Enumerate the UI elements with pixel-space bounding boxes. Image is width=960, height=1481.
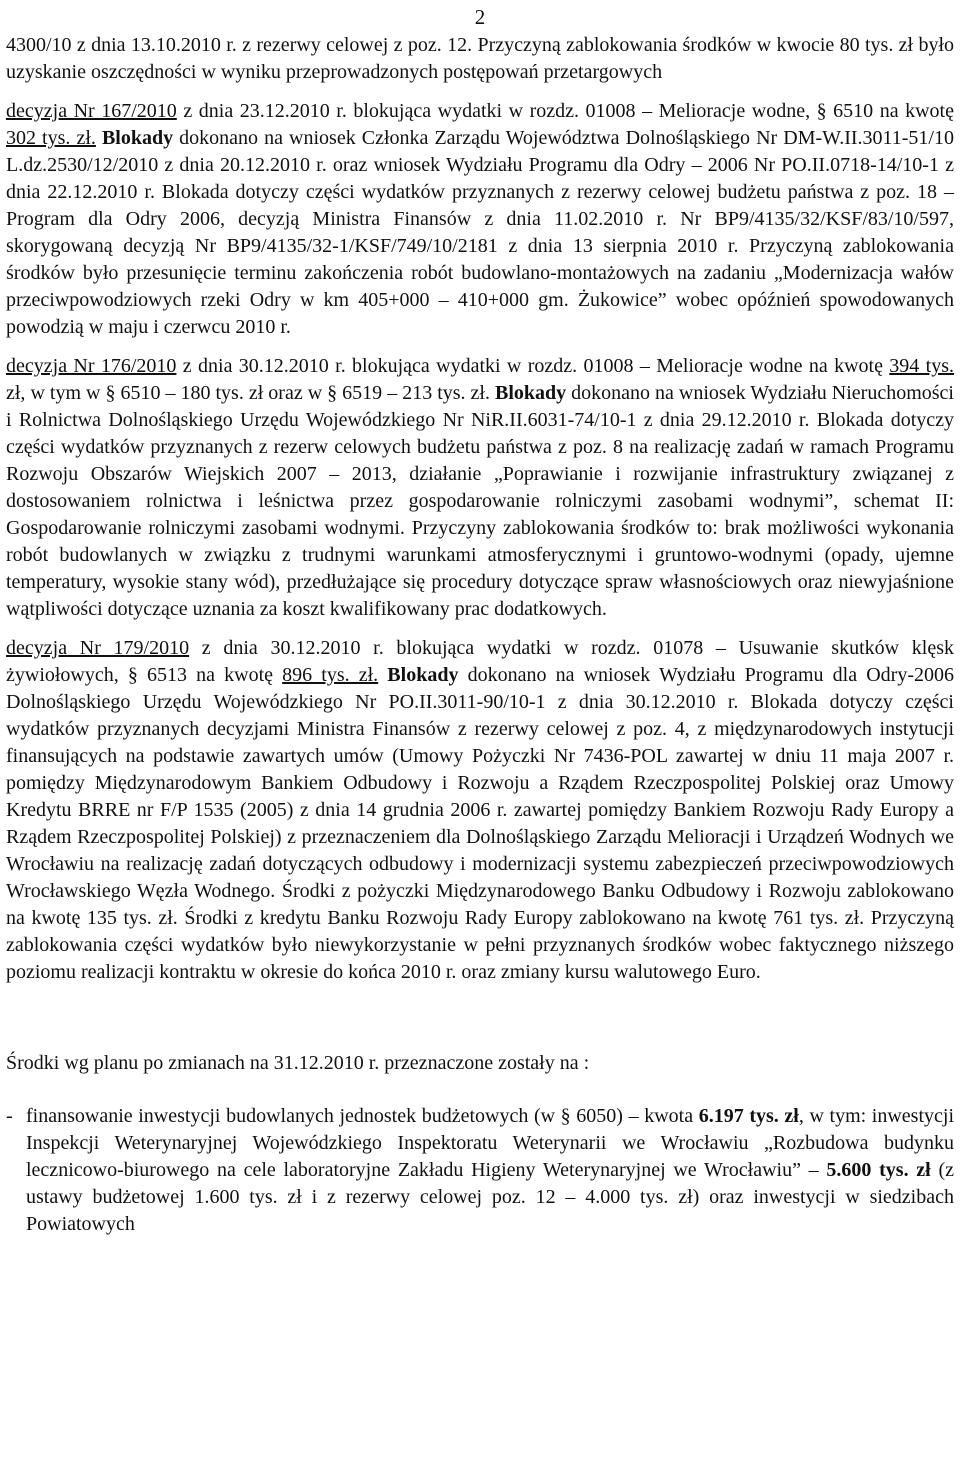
- list-item-text: [26, 1103, 954, 1238]
- paragraph-decision-176: [6, 353, 954, 623]
- page-number: 2: [474, 5, 486, 29]
- text-segment: (z ustawy budżetowej 1.600 tys. zł i z rezerwy celowej poz. 12 – 4.000 tys. zł) oraz inwestycji w siedzibach Powiatowych: [26, 1159, 954, 1235]
- bold-term: Blokady: [101, 127, 174, 149]
- paragraph-plan-summary: Środki wg planu po zmianach na 31.12.2010 r. przeznaczone zostały na :: [6, 1052, 590, 1074]
- amount: 394 tys.: [889, 355, 954, 377]
- bold-term: Blokady: [495, 382, 567, 404]
- text-segment: dokonano na wniosek Wydziału Programu dla Odry-2006 Dolnośląskiego Urzędu Wojewódzkiego Nr PO.II.3011-90/10-1 z dnia 30.12.2010 r. Blokada dotyczy części wydatków przyznanych decyzjami Ministra Finansów z rezerwy celowej z poz. 4, z międzynarodowych instytucji finansujących na podstawie zawartych umów (Umowy Pożyczki Nr 7436-POL zawartej w dniu 11 maja 2007 r. pomiędzy Międzynarodowym Bankiem Odbudowy i Rozwoju a Rządem Rzeczpospolitej Polskiej oraz Umowy Kredytu BRRE nr F/P 1535 (2005) z dnia 14 grudnia 2006 r. zawartej pomiędzy Bankiem Rozwoju Rady Europy a Rządem Rzeczpospolitej Polskiej) z przeznaczeniem dla Dolnośląskiego Zarządu Melioracji i Urządzeń Wodnych we Wrocławiu na realizację zadań dotyczących odbudowy i modernizacji systemu zabezpieczeń przeciwpowodziowych Wrocławskiego Węzła Wodnego. Środki z pożyczki Międzynarodowego Banku Odbudowy i Rozwoju zablokowano na kwotę 135 tys. zł. Środki z kredytu Banku Rozwoju Rady Europy zablokowano na kwotę 761 tys. zł. Przyczyną zablokowania części wydatków było niewykorzystanie w pełni przyznanych środków wobec faktycznego niższego poziomu realizacji kontraktu w okresie do końca 2010 r. oraz zmiany kursu walutowego Euro.: [6, 664, 954, 983]
- text-segment: , w tym: inwestycji Inspekcji Weterynaryjnej Wojewódzkiego Inspektoratu Weterynarii we Wrocławiu „Rozbudowa budynku lecznicowo-biurowego na cele laboratoryjne Zakładu Higieny Weterynaryjnej we Wrocławiu” –: [26, 1105, 955, 1181]
- bold-term: Blokady: [387, 664, 459, 686]
- text-segment: zł, w tym w § 6510 – 180 tys. zł oraz w § 6519 – 213 tys. zł.: [6, 382, 495, 404]
- text-segment: z dnia 30.12.2010 r. blokująca wydatki w rozdz. 01078 – Usuwanie skutków klęsk żywiołowych, § 6513 na kwotę: [6, 637, 954, 686]
- bold-amount: 5.600 tys. zł: [826, 1159, 931, 1181]
- decision-reference: decyzja Nr 179/2010: [6, 637, 190, 659]
- decision-reference: decyzja Nr 176/2010: [6, 355, 177, 377]
- paragraph-continuation: 4300/10 z dnia 13.10.2010 r. z rezerwy celowej z poz. 12. Przyczyną zablokowania środków w kwocie 80 tys. zł było uzyskanie oszczędności w wyniku przeprowadzonych postępowań przetargowych: [6, 34, 954, 83]
- text-segment: dokonano na wniosek Wydziału Nieruchomości i Rolnictwa Dolnośląskiego Urzędu Wojewódzkiego Nr NiR.II.6031-74/10-1 z dnia 29.12.2010 r. Blokada dotyczy części wydatków przyznanych z rezerw celowych budżetu państwa z poz. 8 na realizację zadań w ramach Programu Rozwoju Obszarów Wiejskich 2007 – 2013, działanie „Poprawianie i rozwijanie infrastruktury związanej z dostosowaniem rolnictwa i leśnictwa przez gospodarowanie rolniczymi zasobami wodnymi”, schemat II: Gospodarowanie rolniczymi zasobami wodnymi. Przyczyny zablokowania środków to: brak możliwości wykonania robót budowlanych w związku z trudnymi warunkami atmosferycznymi i gruntowo-wodnymi (opady, ujemne temperatury, wysokie stany wód), przedłużające się procedury dotyczące spraw własnościowych oraz niewyjaśnione wątpliwości dotyczące uznania za koszt kwalifikowany prac dodatkowych.: [6, 382, 954, 620]
- list-item: [6, 1103, 954, 1238]
- text-segment: z dnia 23.12.2010 r. blokująca wydatki w rozdz. 01008 – Melioracje wodne, § 6510 na kwotę: [176, 100, 954, 122]
- text-segment: [378, 664, 387, 686]
- paragraph-decision-179: [6, 635, 954, 986]
- amount: 302 tys. zł.: [6, 127, 96, 149]
- text-segment: finansowanie inwestycji budowlanych jednostek budżetowych (w § 6050) – kwota: [26, 1105, 699, 1127]
- text-segment: dokonano na wniosek Członka Zarządu Województwa Dolnośląskiego Nr DM-W.II.3011-51/10 L.dz.2530/12/2010 z dnia 20.12.2010 r. oraz wniosek Wydziału Programu dla Odry – 2006 Nr PO.II.0718-14/10-1 z dnia 22.12.2010 r. Blokada dotyczy części wydatków przyznanych z rezerwy celowej budżetu państwa z poz. 18 – Program dla Odry 2006, decyzją Ministra Finansów z dnia 11.02.2010 r. Nr BP9/4135/32/KSF/83/10/597, skorygowaną decyzją Nr BP9/4135/32-1/KSF/749/10/2181 z dnia 13 sierpnia 2010 r. Przyczyną zablokowania środków było przesunięcie terminu zakończenia robót budowlano-montażowych na zadaniu „Modernizacja wałów przeciwpowodziowych rzeki Odry w km 405+000 – 410+000 gm. Żukowice” wobec opóźnień spowodowanych powodzią w maju i czerwcu 2010 r.: [6, 127, 954, 338]
- paragraph-decision-167: [6, 98, 954, 341]
- list-dash: -: [6, 1105, 13, 1127]
- document-body: [6, 32, 954, 1238]
- amount: 896 tys. zł.: [282, 664, 379, 686]
- bold-amount: 6.197 tys. zł: [698, 1105, 799, 1127]
- decision-reference: decyzja Nr 167/2010: [6, 100, 177, 122]
- text-segment: z dnia 30.12.2010 r. blokująca wydatki w rozdz. 01008 – Melioracje wodne na kwotę: [176, 355, 890, 377]
